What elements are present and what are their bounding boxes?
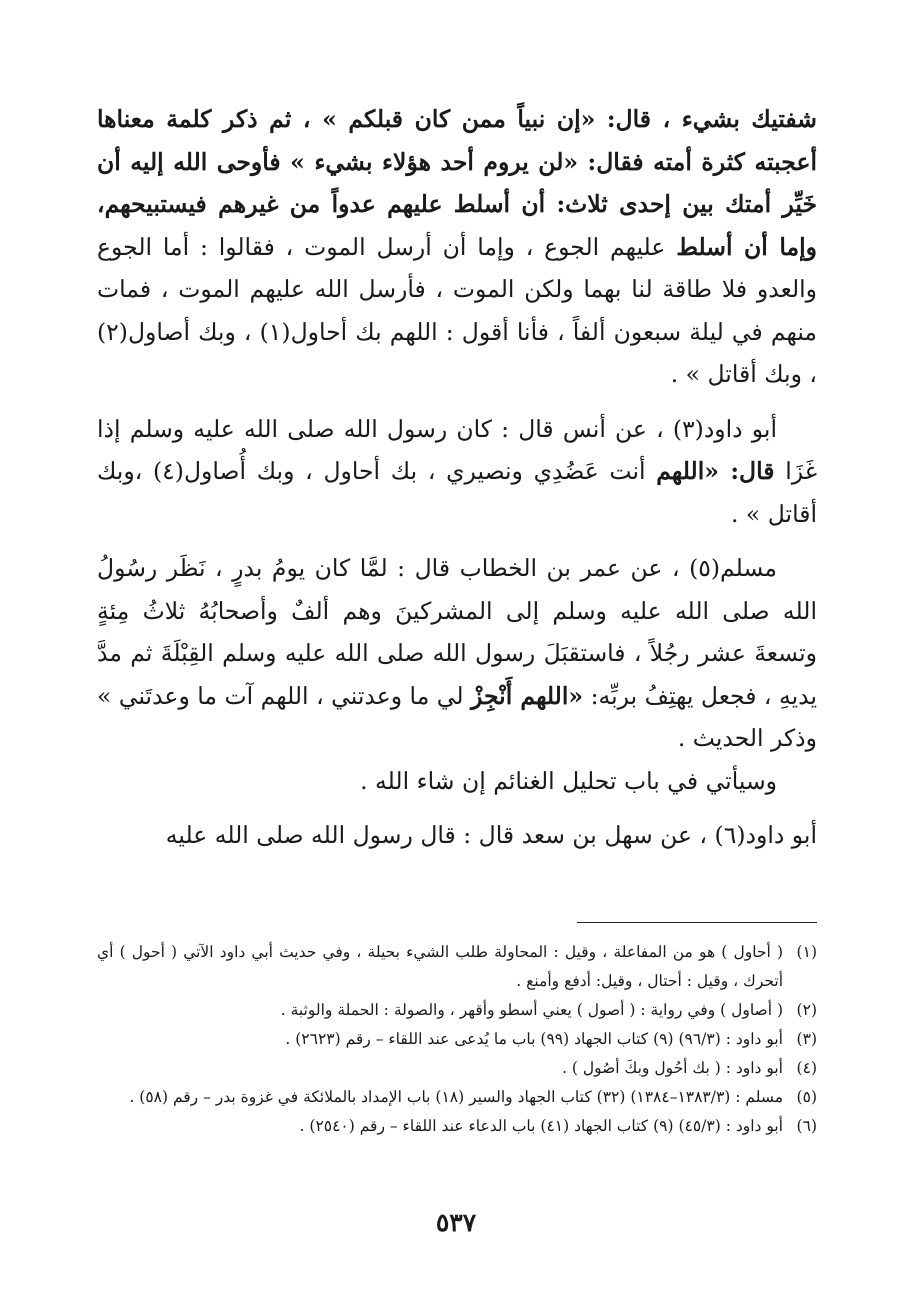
footnote: [97, 938, 817, 996]
footnote-text: ( أحاول ) هو من المفاعلة ، وقيل : المحاولة طلب الشيء بحيلة ، وفي حديث أبي داود الآتي ( أحول ) أي أتحرك ، وقيل : أحتال ، وقيل: أدفع وأمنع .: [97, 943, 783, 990]
paragraph-2: [97, 408, 817, 536]
segment: «اللهم أَنْجِزْ: [471, 681, 584, 710]
segment: قال: «اللهم: [656, 457, 775, 485]
paragraph-4: [97, 760, 817, 803]
footnote-number: (٣): [796, 1030, 817, 1048]
segment: «إن نبياً ممن كان قبلكم » ، ثم ذكر كلمة معناها أعجبته كثرة أمته فقال: «لن يروم أحد هؤلاء بشيء » فأوحى الله إليه أن خَيِّر أمتك بين إحدى ثلاث: أن أسلط عليهم عدواً من غيرهم فيستبيحهم، وإما أن أسلط: [97, 105, 817, 261]
footnote: [97, 1025, 817, 1054]
footnote: [97, 1054, 817, 1083]
footnote-number: (٥): [796, 1088, 817, 1106]
paragraph-5: [97, 814, 817, 857]
footnote-number: (٤): [796, 1059, 817, 1077]
footnote-divider: [577, 922, 817, 923]
segment: أبو داود(٦) ، عن سهل بن سعد قال : قال رسول الله صلى الله عليه: [165, 821, 817, 849]
footnote: [97, 996, 817, 1025]
page-number: ٥٣٧: [435, 1208, 477, 1237]
footnote-text: أبو داود : (٤٥/٣) (٩) كتاب الجهاد (٤١) باب الدعاء عند اللقاء – رقم (٢٥٤٠) .: [299, 1117, 783, 1135]
footnote: [97, 1083, 817, 1112]
footnote: [97, 1112, 817, 1141]
segment: أبو داود(٣) ، عن أنس قال : كان رسول الله صلى الله عليه وسلم إذا غَزَا: [97, 414, 817, 485]
footnote-number: (١): [796, 943, 817, 961]
main-text: [97, 98, 817, 857]
paragraph-1: [97, 98, 817, 396]
footnote-number: (٦): [796, 1117, 817, 1135]
segment: لي ما وعدتني ، اللهم آت ما وعدتَني » وذكر الحديث .: [97, 681, 817, 752]
footnote-text: أبو داود : (٩٦/٣) (٩) كتاب الجهاد (٩٩) باب ما يُدعى عند اللقاء – رقم (٢٦٢٣) .: [285, 1030, 783, 1048]
segment: وسيأتي في باب تحليل الغنائم إن شاء الله .: [360, 766, 777, 795]
footnotes: [97, 938, 817, 1141]
segment: مسلم(٥) ، عن عمر بن الخطاب قال : لمَّا كان يومُ بدرٍ ، نَظَر رسُولُ الله صلى الله عليه وسلم إلى المشركينَ وهم ألفٌ وأصحابُهُ ثلاثُ مِئةٍ وتسعةَ عشر رجُلاً ، فاستقبَلَ رسول الله صلى الله عليه وسلم القِبْلَةَ ثم مدَّ يديهِ ، فجعل يهتِفُ بربِّه:: [97, 554, 818, 710]
footnote-text: مسلم : (١٣٨٣/٣–١٣٨٤) (٣٢) كتاب الجهاد والسير (١٨) باب الإمداد بالملائكة في غزوة بدر – رقم (٥٨) .: [129, 1088, 783, 1106]
footnote-text: أبو داود : ( بك أحُول وبكَ أصُول ) .: [562, 1059, 783, 1077]
segment: أنت عَضُدِي ونصيري ، بك أحاول ، وبك أُصاول(٤) ،وبك أقاتل » .: [97, 457, 817, 528]
segment: عليهم الجوع ، وإما أن أرسل الموت ، فقالوا : أما الجوع والعدو فلا طاقة لنا بهما ولكن الموت ، فأرسل الله عليهم الموت ، فمات منهم في ليلة سبعون ألفاً ، فأنا أقول : اللهم بك أحاول(١) ، وبك أصاول(٢) ، وبك أقاتل » .: [97, 232, 817, 388]
segment: شفتيك بشيء ، قال:: [595, 105, 817, 133]
footnote-text: ( أصاول ) وفي رواية : ( أصول ) يعني أسطو وأقهر ، والصولة : الحملة والوثبة .: [280, 1001, 783, 1019]
footnote-number: (٢): [796, 1001, 817, 1019]
paragraph-3: [97, 547, 817, 760]
